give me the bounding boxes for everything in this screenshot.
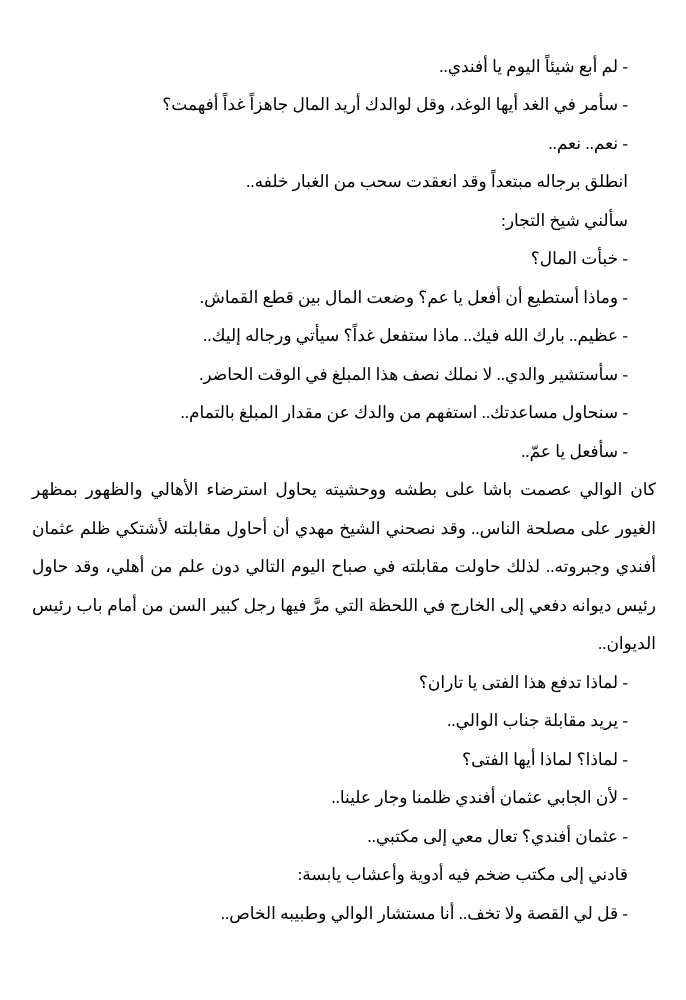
dialogue-line: - قل لي القصة ولا تخف.. أنا مستشار الوالي وطبيبه الخاص.. xyxy=(220,904,628,923)
dialogue-line: - لماذا تدفع هذا الفتى يا تاران؟ xyxy=(418,673,628,692)
dialogue-line: - لماذا؟ لماذا أيها الفتى؟ xyxy=(462,750,628,769)
dialogue-line: - يريد مقابلة جناب الوالي.. xyxy=(447,711,628,730)
narration-line: انطلق برجاله مبتعداً وقد انعقدت سحب من الغبار خلفه.. xyxy=(246,172,628,191)
dialogue-line: - لم أبع شيئاً اليوم يا أفندي.. xyxy=(439,57,628,76)
dialogue-line: - سأمر في الغد أيها الوغد، وقل لوالدك أريد المال جاهزاً غداً أفهمت؟ xyxy=(162,95,628,114)
dialogue-line: - سأفعل يا عمّ.. xyxy=(521,442,628,461)
dialogue-line: - عثمان أفندي؟ تعال معي إلى مكتبي.. xyxy=(367,827,628,846)
dialogue-line: - عظيم.. بارك الله فيك.. ماذا ستفعل غداً؟ سيأتي ورجاله إليك.. xyxy=(203,326,628,345)
dialogue-line: - نعم.. نعم.. xyxy=(548,134,628,153)
paragraph-line: رئيس ديوانه دفعي إلى الخارج في اللحظة التي مرَّ فيها رجل كبير السن من أمام باب رئيس xyxy=(32,596,656,615)
narration-line: قادني إلى مكتب ضخم فيه أدوية وأعشاب يابسة: xyxy=(297,865,628,884)
dialogue-line: - سأستشير والدي.. لا نملك نصف هذا المبلغ في الوقت الحاضر. xyxy=(199,365,628,384)
narration-line: سألني شيخ التجار: xyxy=(501,211,628,230)
paragraph-line: كان الوالي عصمت باشا على بطشه ووحشيته يحاول استرضاء الأهالي والظهور بمظهر xyxy=(32,480,656,499)
dialogue-line: - خبأت المال؟ xyxy=(530,249,628,268)
dialogue-line: - وماذا أستطيع أن أفعل يا عم؟ وضعت المال بين قطع القماش. xyxy=(199,288,628,307)
dialogue-line: - سنحاول مساعدتك.. استفهم من والدك عن مقدار المبلغ بالتمام.. xyxy=(180,403,628,422)
paragraph-line: الغيور على مصلحة الناس.. وقد نصحني الشيخ مهدي أن أحاول مقابلته لأشتكي ظلم عثمان xyxy=(32,519,656,538)
paragraph-line: أفندي وجبروته.. لذلك حاولت مقابلته في صباح اليوم التالي دون علم من أهلي، وقد حاول xyxy=(32,557,656,576)
paragraph-line: الديوان.. xyxy=(597,634,656,653)
dialogue-line: - لأن الجابي عثمان أفندي ظلمنا وجار علينا.. xyxy=(331,788,628,807)
